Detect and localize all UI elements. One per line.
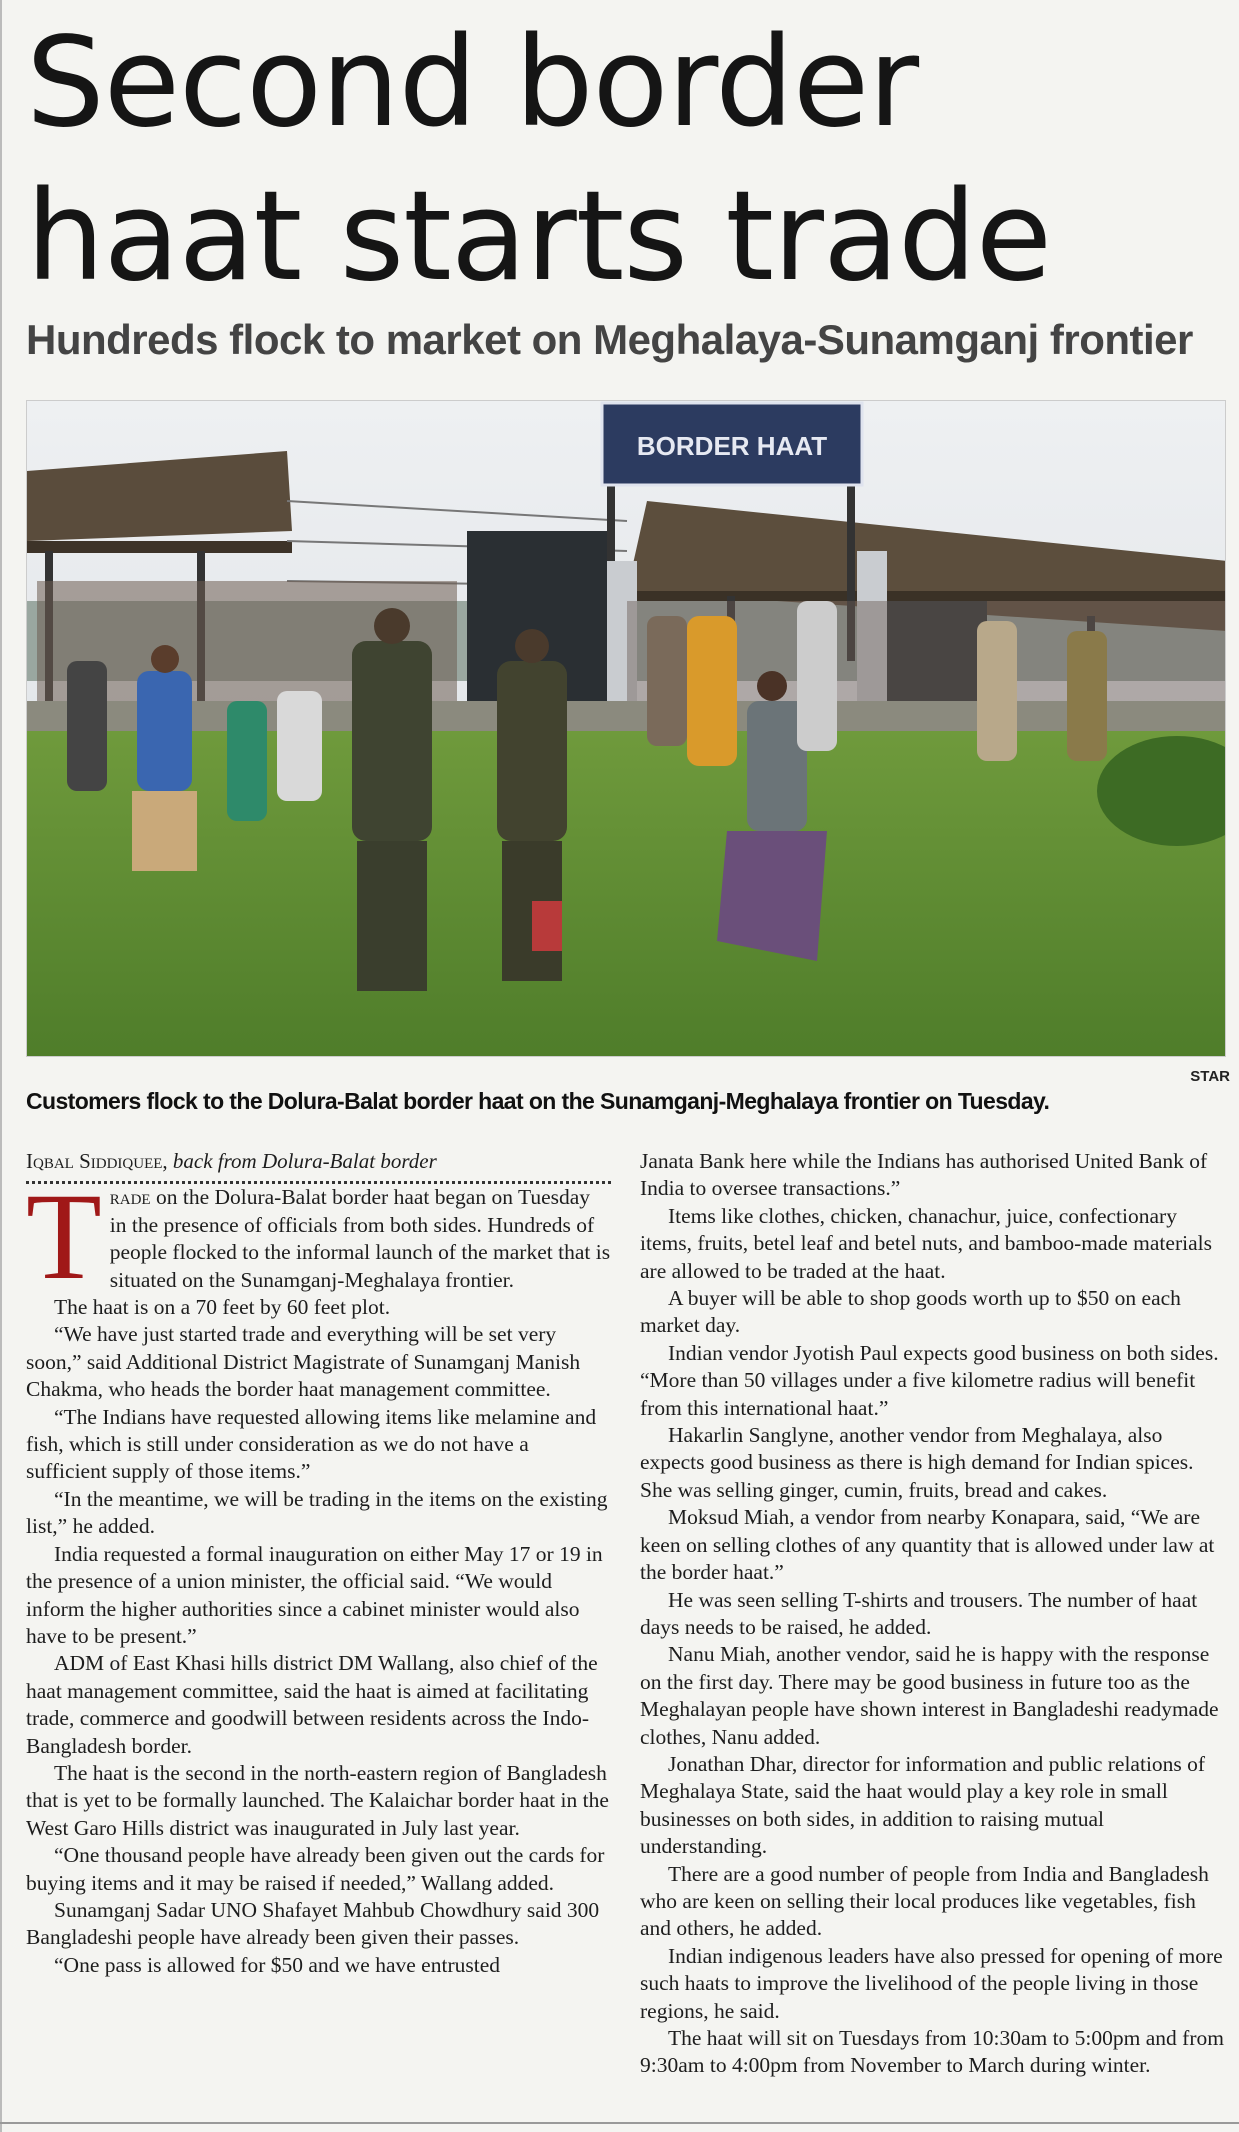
article-paragraph: Nanu Miah, another vendor, said he is happy with the response on the first day. There may be good business in future too as the Meghalayan people have shown interest in Bangladeshi readymade clothes, Nanu added. [640, 1642, 1219, 1749]
lead-paragraph [26, 1168, 611, 1306]
article-paragraph: Indian indigenous leaders have also pressed for opening of more such haats to improve the livelihood of the people living in those regions, he said. [640, 1943, 1223, 2023]
article-paragraph: ADM of East Khasi hills district DM Wallang, also chief of the haat management committee, said the haat is aimed at facilitating trade, commerce and goodwill between residents across the Indo-Bangladesh border. [26, 1651, 598, 1758]
article-column-right [640, 1148, 1230, 2080]
page-edge [0, 0, 2, 2132]
article-paragraph: The haat is the second in the north-eastern region of Bangladesh that is yet to be formally launched. The Kalaichar border haat in the West Garo Hills district was inaugurated in July last year. [26, 1760, 609, 1840]
lead-word: rade [109, 1185, 151, 1210]
article-paragraph: Items like clothes, chicken, chanachur, juice, confectionary items, fruits, betel leaf and betel nuts, and bamboo-made materials are allowed to be traded at the haat. [640, 1203, 1212, 1283]
article-paragraph: Moksud Miah, a vendor from nearby Konapara, said, “We are keen on selling clothes of any quantity that is allowed under law at the border haat.” [640, 1505, 1215, 1585]
photo-credit: STAR [1190, 1068, 1230, 1085]
bottom-rule [0, 2122, 1239, 2124]
photo-caption: Customers flock to the Dolura-Balat border haat on the Sunamganj-Meghalaya frontier on Tuesday. [26, 1088, 1050, 1114]
article-paragraph: “One pass is allowed for $50 and we have entrusted [54, 1952, 500, 1977]
article-paragraph: “One thousand people have already been given out the cards for buying items and it may be raised if needed,” Wallang added. [26, 1843, 605, 1895]
article-paragraph: India requested a formal inauguration on either May 17 or 19 in the presence of a union minister, the official said. “We would inform the higher authorities since a cabinet minister would also have to be present.” [26, 1541, 603, 1648]
news-photo [26, 400, 1226, 1057]
article-paragraph: The haat is on a 70 feet by 60 feet plot. [54, 1295, 391, 1320]
border-haat-sign: BORDER HAAT [636, 431, 828, 461]
article-paragraph: Jonathan Dhar, director for information and public relations of Meghalaya State, said the haat would play a key role in small businesses on both sides, in addition to raising mutual understanding. [640, 1751, 1206, 1859]
article-paragraph: “The Indians have requested allowing items like melamine and fish, which is still under consideration as we do not have a sufficient supply of those items.” [26, 1404, 597, 1484]
article-column-left [26, 1148, 611, 1979]
article-paragraph: Hakarlin Sanglyne, another vendor from Meghalaya, also expects good business as there is high demand for Indian spices. She was selling ginger, cumin, fruits, bread and cakes. [640, 1423, 1194, 1502]
byline-author: Iqbal Siddiquee [26, 1149, 163, 1173]
article-paragraph: Indian vendor Jyotish Paul expects good business on both sides. “More than 50 villages under a five kilometre radius will benefit from this international haat.” [640, 1340, 1219, 1420]
article-paragraph: “We have just started trade and everything will be set very soon,” said Additional District Magistrate of Sunamganj Manish Chakma, who heads the border haat management committee. [26, 1322, 581, 1402]
article-paragraph: He was seen selling T-shirts and trousers. The number of haat days needs to be raised, he added. [640, 1587, 1198, 1639]
article-continuation: Janata Bank here while the Indians has authorised United Bank of India to oversee transactions.” [640, 1149, 1208, 1201]
article-paragraph: There are a good number of people from India and Bangladesh who are keen on selling their local produces like vegetables, fish and others, he added. [640, 1861, 1209, 1941]
byline: Iqbal Siddiquee, back from Dolura-Balat border [26, 1148, 611, 1184]
article-paragraph: Sunamganj Sadar UNO Shafayet Mahbub Chowdhury said 300 Bangladeshi people have already been given their passes. [26, 1897, 600, 1950]
article-paragraph: The haat will sit on Tuesdays from 10:30am to 5:00pm and from 9:30am to 4:00pm from November to March during winter. [640, 2026, 1224, 2078]
article-paragraph: A buyer will be able to shop goods worth up to $50 on each market day. [640, 1286, 1181, 1338]
article-paragraph: “In the meantime, we will be trading in the items on the existing list,” he added. [26, 1486, 608, 1539]
headline: Second border haat starts trade [26, 11, 1052, 309]
drop-cap: T [26, 1168, 102, 1306]
byline-location: back from Dolura-Balat border [172, 1149, 437, 1173]
subheadline: Hundreds flock to market on Meghalaya-Sunamganj frontier [26, 316, 1193, 363]
lead-text: on the Dolura-Balat border haat began on Tuesday in the presence of officials from both sides. Hundreds of people flocked to the informal launch of the market that is situated on the Sunamganj-Meghalaya frontier. [109, 1185, 611, 1292]
